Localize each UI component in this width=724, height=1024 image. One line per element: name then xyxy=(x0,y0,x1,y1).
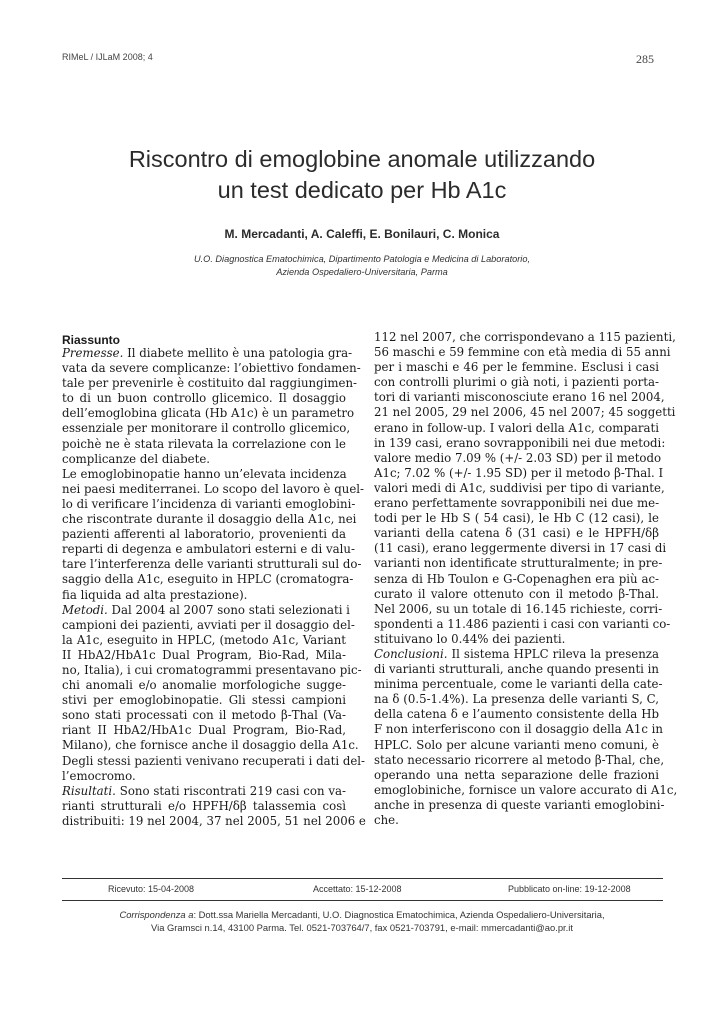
abstract-line-text: na δ (0.5-1.4%). La presenza delle varianti S, C, xyxy=(374,692,659,707)
abstract-line-text: fia liquida ad alta prestazione). xyxy=(62,587,248,602)
abstract-line xyxy=(374,330,676,345)
abstract-line-text: della catena δ e l’aumento consistente della Hb xyxy=(374,707,659,722)
abstract-line-text: II HbA2/HbA1c Dual Program, Bio-Rad, Mila- xyxy=(62,647,346,662)
abstract-line-text: Sono stati riscontrati 219 casi con va- xyxy=(115,783,346,798)
abstract-line-text: sono stati processati con il metodo β-Thal (Va- xyxy=(62,708,346,723)
received-date: Ricevuto: 15-04-2008 xyxy=(108,884,195,894)
abstract-line xyxy=(374,587,659,602)
abstract-line xyxy=(62,376,357,391)
abstract-line-text: varianti della catena δ (31 casi) e le HPFH/δβ xyxy=(374,526,659,541)
abstract-line xyxy=(374,722,663,737)
page-number: 285 xyxy=(636,52,654,66)
abstract-line xyxy=(374,465,664,481)
abstract-line xyxy=(374,572,659,587)
abstract-line xyxy=(62,496,356,512)
correspondence-text: : Dott.ssa Mariella Mercadanti, U.O. Diagnostica Ematochimica, Azienda Ospedaliero-Universitaria, xyxy=(193,909,605,920)
abstract-line-text: 112 nel 2007, che corrispondevano a 115 pazienti, xyxy=(374,330,676,344)
abstract-line xyxy=(62,346,353,361)
article-title xyxy=(60,144,664,206)
affiliation-line: U.O. Diagnostica Ematochimica, Dipartimento Patologia e Medicina di Laboratorio, xyxy=(193,254,531,264)
abstract-line xyxy=(374,526,659,541)
correspondence-line xyxy=(60,908,664,921)
abstract-line-text: minima percentuale, come le varianti della cate- xyxy=(374,677,663,692)
abstract-line xyxy=(374,707,659,722)
abstract-line xyxy=(62,467,346,482)
abstract-heading: Riassunto xyxy=(62,333,121,347)
abstract-line xyxy=(374,345,671,360)
abstract-line xyxy=(62,813,366,829)
abstract-line-text: che riscontrate durante il dosaggio della A1c, nei xyxy=(62,512,357,527)
abstract-line xyxy=(374,421,659,436)
correspondence-address: Via Gramsci n.14, 43100 Parma. Tel. 0521-703764/7, fax 0521-703791, e-mail: mmercadanti@ao.pr.it xyxy=(151,922,573,934)
abstract-line xyxy=(374,616,671,632)
abstract-line-text: vata da severe complicanze: l’obiettivo fondamen- xyxy=(62,361,361,376)
title-line: Riscontro di emoglobine anomale utilizzando xyxy=(128,146,596,172)
abstract-line xyxy=(374,435,666,451)
abstract-line xyxy=(374,556,663,571)
abstract-line xyxy=(62,361,361,376)
abstract-line xyxy=(62,572,354,587)
abstract-line xyxy=(374,647,659,662)
correspondence xyxy=(60,908,664,935)
abstract-line xyxy=(62,602,350,618)
abstract-line-text: chi anomali e/o anomalie morfologiche sugge- xyxy=(62,678,346,693)
abstract-line-text: erano perfettamente sovrapponibili nei due me- xyxy=(374,496,660,511)
abstract-line-text: stituivano lo 0.44% dei pazienti. xyxy=(374,631,566,646)
accepted-date: Accettato: 15-12-2008 xyxy=(313,884,402,894)
abstract-line xyxy=(374,768,659,783)
journal-citation: RIMeL / IJLaM 2008; 4 xyxy=(62,52,153,62)
abstract-line xyxy=(62,662,362,678)
abstract-line xyxy=(62,588,346,603)
affiliation-line: Azienda Ospedaliero-Universitaria, Parma xyxy=(276,266,448,277)
abstract-line xyxy=(374,511,659,526)
section-label: Risultati. xyxy=(62,783,116,798)
abstract-line xyxy=(374,360,659,375)
abstract-line-text: poichè ne è stata rilevata la correlazione con le xyxy=(62,436,346,451)
abstract-line xyxy=(62,738,359,753)
abstract-line xyxy=(62,723,346,738)
abstract-line-text: to di un buon controllo glicemico. Il dosaggio xyxy=(62,391,346,406)
abstract-line xyxy=(62,678,346,693)
abstract-line xyxy=(62,437,346,452)
abstract-line xyxy=(374,813,659,828)
abstract-line-text: lo di verificare l’incidenza di varianti emoglobini- xyxy=(62,496,356,511)
abstract-line xyxy=(374,677,663,692)
abstract-line-text: distribuiti: 19 nel 2004, 37 nel 2005, 51 nel 2006 e xyxy=(62,813,366,828)
abstract-line-text: che. xyxy=(374,813,399,827)
abstract-line-text: HPLC. Solo per alcune varianti meno comuni, è xyxy=(374,737,659,752)
abstract-line xyxy=(62,799,346,814)
abstract-line-text: reparti di degenza e ambulatori esterni e di valu- xyxy=(62,542,355,557)
abstract-line-text: A1c; 7.02 % (+/- 1.95 SD) per il metodo β-Thal. I xyxy=(374,465,664,480)
abstract-line xyxy=(62,406,355,421)
abstract-line xyxy=(62,391,346,406)
abstract-line-text: emoglobiniche, fornisce un valore accurato di A1c, xyxy=(374,782,678,797)
abstract-line xyxy=(62,693,346,708)
footer-rule-top xyxy=(62,878,663,879)
abstract-line-text: dell’emoglobina glicata (Hb A1c) è un parametro xyxy=(62,406,355,421)
abstract-line-text: Le emoglobinopatie hanno un’elevata incidenza xyxy=(62,466,347,481)
abstract-line-text: la A1c, eseguito in HPLC, (metodo A1c, Variant xyxy=(62,632,346,647)
title-line: un test dedicato per Hb A1c xyxy=(217,177,507,203)
abstract-line-text: (11 casi), erano leggermente diversi in 17 casi di xyxy=(374,541,667,556)
abstract-line xyxy=(374,782,678,798)
abstract-line xyxy=(374,662,659,677)
author-list: M. Mercadanti, A. Caleffi, E. Bonilauri, C. Monica xyxy=(224,227,500,241)
section-label: Metodi. xyxy=(62,602,108,617)
abstract-line xyxy=(374,738,659,753)
abstract-line-text: con controlli plurimi o già noti, i pazienti porta- xyxy=(374,375,659,390)
abstract-line-text: valore medio 7.09 % (+/- 2.03 SD) per il metodo xyxy=(374,450,662,465)
abstract-line-text: no, Italia), i cui cromatogrammi presentavano pic- xyxy=(62,662,362,677)
abstract-line-text: l’emocromo. xyxy=(62,768,136,783)
abstract-line-text: varianti non identificate strutturalmente; in pre- xyxy=(374,556,663,571)
abstract-line-text: in 139 casi, erano sovrapponibili nei due metodi: xyxy=(374,435,666,450)
abstract-line-text: stato necessario ricorrere al metodo β-Thal, che, xyxy=(374,752,665,767)
abstract-line-text: rianti strutturali e/o HPFH/δβ talassemia così xyxy=(62,798,346,813)
abstract-line-text: riant II HbA2/HbA1c Dual Program, Bio-Rad, xyxy=(62,723,346,738)
abstract-line-text: campioni dei pazienti, avviati per il dosaggio del- xyxy=(62,617,355,632)
abstract-line-text: anche in presenza di queste varianti emoglobini- xyxy=(374,797,665,812)
abstract-line-text: 21 nel 2005, 29 nel 2006, 45 nel 2007; 45 soggetti xyxy=(374,405,676,420)
abstract-line-text: di varianti strutturali, anche quando presenti in xyxy=(374,662,659,677)
abstract-line xyxy=(62,452,346,467)
abstract-line xyxy=(62,633,346,648)
affiliation xyxy=(60,253,664,278)
abstract-line-text: Milano), che fornisce anche il dosaggio della A1c. xyxy=(62,738,359,753)
abstract-line-text: nei paesi mediterranei. Lo scopo del lavoro è quel- xyxy=(62,481,365,496)
abstract-line-text: senza di Hb Toulon e G-Copenaghen era più ac- xyxy=(374,571,659,586)
abstract-line-text: todi per le Hb S ( 54 casi), le Hb C (12 casi), le xyxy=(374,511,659,526)
abstract-line xyxy=(374,375,659,390)
section-label: Premesse. xyxy=(62,346,124,360)
abstract-line-text: Nel 2006, su un totale di 16.145 richieste, corri- xyxy=(374,601,663,616)
abstract-line-text: saggio della A1c, eseguito in HPLC (cromatogra- xyxy=(62,572,354,587)
abstract-line xyxy=(62,784,346,799)
abstract-line-text: stivi per emoglobinopatie. Gli stessi campioni xyxy=(62,693,346,708)
abstract-line-text: tare l’interferenza delle varianti strutturali sul do- xyxy=(62,557,362,572)
abstract-line-text: Dal 2004 al 2007 sono stati selezionati i xyxy=(107,602,350,617)
abstract-line xyxy=(374,390,665,405)
abstract-line xyxy=(374,632,659,647)
abstract-line xyxy=(62,708,346,723)
abstract-line xyxy=(62,542,355,557)
abstract-line-text: valori medi di A1c, suddivisi per tipo di variante, xyxy=(374,480,665,495)
abstract-line-text: tale per prevenirle è costituito dal raggiungimen- xyxy=(62,376,357,391)
abstract-line-text: F non interferiscono con il dosaggio della A1c in xyxy=(374,722,663,737)
abstract-left-column xyxy=(62,346,366,829)
abstract-line xyxy=(62,617,355,633)
footer-rule-bottom xyxy=(62,900,663,901)
abstract-line xyxy=(374,797,665,813)
abstract-line-text: essenziale per monitorare il controllo glicemico, xyxy=(62,421,351,436)
abstract-line xyxy=(374,450,662,466)
correspondence-label: Corrispondenza a xyxy=(119,909,194,920)
abstract-line xyxy=(374,752,665,768)
section-label: Conclusioni. xyxy=(374,646,448,661)
abstract-line-text: per i maschi e 46 per le femmine. Esclusi i casi xyxy=(374,360,659,375)
abstract-line xyxy=(374,541,667,556)
abstract-line xyxy=(374,405,676,420)
abstract-line-text: Degli stessi pazienti venivano recuperati i dati del- xyxy=(62,753,366,768)
abstract-line xyxy=(62,481,365,497)
abstract-line-text: complicanze del diabete. xyxy=(62,451,211,466)
abstract-line xyxy=(374,480,665,496)
abstract-line xyxy=(62,557,362,572)
abstract-line-text: tori di varianti misconosciute erano 16 nel 2004, xyxy=(374,390,665,405)
abstract-right-column xyxy=(374,330,678,828)
abstract-line-text: Il diabete mellito è una patologia gra- xyxy=(123,346,353,360)
abstract-line-text: spondenti a 11.486 pazienti i casi con varianti co- xyxy=(374,616,671,631)
abstract-line-text: operando una netta separazione delle frazioni xyxy=(374,767,659,782)
published-date: Pubblicato on-line: 19-12-2008 xyxy=(508,884,631,894)
abstract-line-text: pazienti afferenti al laboratorio, provenienti da xyxy=(62,527,346,542)
abstract-line xyxy=(62,421,351,436)
abstract-line-text: curato il valore ottenuto con il metodo β-Thal. xyxy=(374,586,659,601)
abstract-line xyxy=(62,753,366,769)
abstract-line xyxy=(62,648,346,663)
abstract-line xyxy=(374,601,663,617)
abstract-line-text: 56 maschi e 59 femmine con età media di 55 anni xyxy=(374,345,671,360)
abstract-line-text: Il sistema HPLC rileva la presenza xyxy=(447,646,659,661)
abstract-line xyxy=(374,496,659,511)
abstract-line xyxy=(62,527,346,542)
abstract-line xyxy=(62,769,346,784)
abstract-line xyxy=(374,692,659,707)
abstract-line-text: erano in follow-up. I valori della A1c, comparati xyxy=(374,420,659,435)
abstract-line xyxy=(62,512,357,527)
